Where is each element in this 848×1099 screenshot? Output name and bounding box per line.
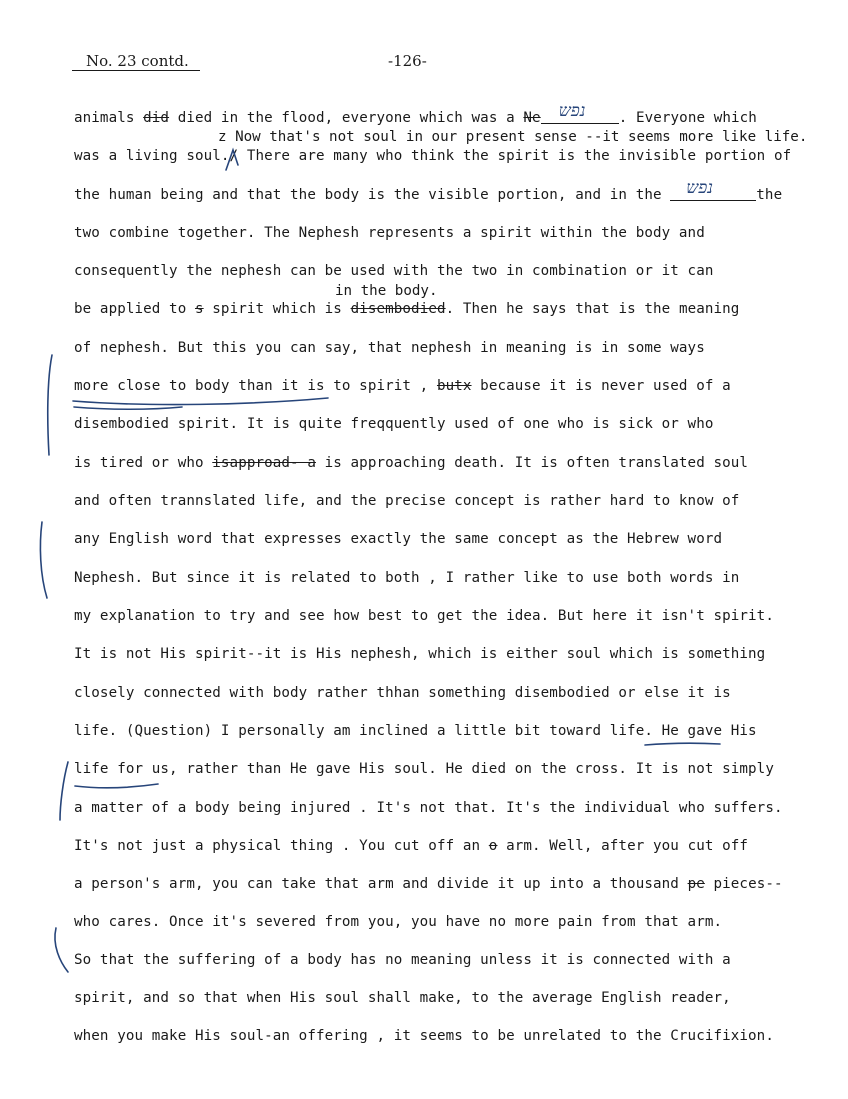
text-line: be applied to s spirit which is disembodied. Then he says that is the meaning — [74, 301, 740, 317]
text-line: disembodied spirit. It is quite freqquently used of one who is sick or who — [74, 416, 714, 432]
margin-line-mark — [40, 522, 47, 598]
text-line: It's not just a physical thing . You cut off an o arm. Well, after you cut off — [74, 838, 749, 854]
text-line: life. (Question) I personally am inclined a little bit toward life. He gave His — [74, 723, 757, 739]
underline-mark — [74, 407, 182, 409]
margin-line-mark — [60, 762, 68, 820]
text-line: life for us, rather than He gave His soul. He died on the cross. It is not simply — [74, 761, 774, 777]
text-line: consequently the nephesh can be used with the two in combination or it can — [74, 263, 714, 279]
section-heading: No. 23 contd. — [86, 52, 189, 70]
text-line: my explanation to try and see how best to get the idea. But here it isn't spirit. — [74, 608, 774, 624]
underline-mark — [645, 743, 720, 745]
text-line: So that the suffering of a body has no meaning unless it is connected with a — [74, 952, 731, 968]
typed-insertion: z Now that's not soul in our present sense --it seems more like life. — [218, 129, 808, 145]
typed-insertion: in the body. — [335, 283, 438, 299]
handwritten-hebrew-word: נפש — [558, 101, 586, 121]
text-line: two combine together. The Nephesh represents a spirit within the body and — [74, 225, 705, 241]
margin-line-mark — [48, 355, 52, 455]
text-line: of nephesh. But this you can say, that nephesh in meaning is in some ways — [74, 340, 705, 356]
text-line: a matter of a body being injured . It's not that. It's the individual who suffers. — [74, 800, 783, 816]
text-line: when you make His soul-an offering , it seems to be unrelated to the Crucifixion. — [74, 1028, 774, 1044]
text-line: and often trannslated life, and the precise concept is rather hard to know of — [74, 493, 740, 509]
margin-line-mark — [55, 928, 68, 972]
underline-mark — [73, 398, 328, 405]
text-line: Nephesh. But since it is related to both , I rather like to use both words in — [74, 570, 740, 586]
text-line: spirit, and so that when His soul shall make, to the average English reader, — [74, 990, 731, 1006]
hebrew-word-blank — [541, 101, 619, 124]
text-line: a person's arm, you can take that arm and divide it up into a thousand pe pieces-- — [74, 876, 783, 892]
text-line: animals did died in the flood, everyone which was a Ne נפש . Everyone which — [74, 101, 757, 126]
text-line: was a living soul./ There are many who think the spirit is the invisible portion of — [74, 148, 792, 164]
text-line: who cares. Once it's severed from you, you have no more pain from that arm. — [74, 914, 723, 930]
underline-mark — [75, 784, 158, 788]
text-line: is tired or who isapproad- a is approaching death. It is often translated soul — [74, 455, 749, 471]
heading-underline — [72, 70, 200, 71]
text-line: the human being and that the body is the visible portion, and in the נפש the — [74, 178, 783, 203]
text-line: any English word that expresses exactly the same concept as the Hebrew word — [74, 531, 723, 547]
text-line: closely connected with body rather thhan something disembodied or else it is — [74, 685, 731, 701]
text-line: more close to body than it is to spirit , butx because it is never used of a — [74, 378, 731, 394]
text-line: It is not His spirit--it is His nephesh, which is either soul which is something — [74, 646, 766, 662]
page-number: -126- — [388, 52, 427, 70]
handwritten-hebrew-word: נפש — [686, 178, 714, 198]
hebrew-word-blank — [670, 178, 756, 201]
